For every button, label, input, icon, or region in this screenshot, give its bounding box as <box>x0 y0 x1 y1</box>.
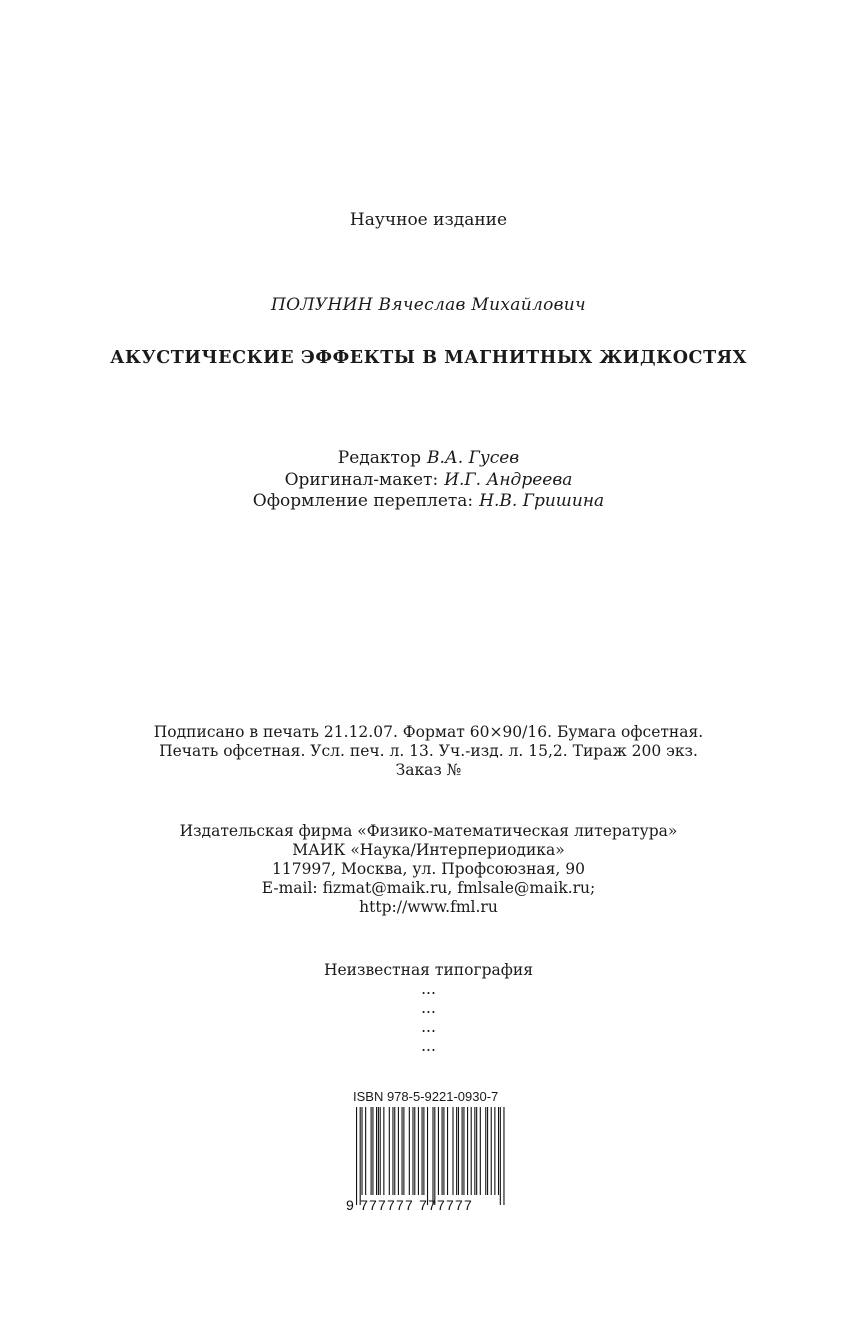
publisher-line: 117997, Москва, ул. Профсоюзная, 90 <box>271 860 586 878</box>
credit-cover <box>0 491 857 511</box>
publisher-line: Издательская фирма «Физико-математическая литература» <box>179 822 678 840</box>
barcode-bar <box>392 1107 393 1195</box>
barcode-bar <box>463 1107 464 1195</box>
book-title: АКУСТИЧЕСКИЕ ЭФФЕКТЫ В МАГНИТНЫХ ЖИДКОСТЯХ <box>110 348 747 368</box>
barcode-bar <box>452 1107 453 1195</box>
author-name: ПОЛУНИН Вячеслав Михайлович <box>271 295 586 315</box>
credit-role: Редактор <box>337 448 422 468</box>
isbn-barcode <box>344 1107 506 1213</box>
barcode-bar <box>361 1107 362 1195</box>
barcode-bar <box>402 1107 403 1195</box>
barcode-bar <box>456 1107 457 1195</box>
printing-house-line: Неизвестная типография <box>323 961 533 979</box>
barcode-bar <box>409 1107 410 1195</box>
barcode-bar <box>474 1107 475 1195</box>
barcode-bar <box>376 1107 377 1195</box>
barcode-bar <box>403 1107 404 1195</box>
barcode-bar <box>471 1107 472 1195</box>
series-label: Научное издание <box>349 210 508 230</box>
credit-name: Н.В. Гришина <box>479 491 605 511</box>
barcode-bar <box>398 1107 399 1195</box>
barcode-bar <box>422 1107 423 1195</box>
printing-house-line: ... <box>421 1018 436 1036</box>
publisher-line: http://www.fml.ru <box>359 898 498 916</box>
barcode-bar <box>380 1107 381 1195</box>
barcode-bar <box>372 1107 373 1195</box>
barcode-bar <box>418 1107 419 1195</box>
barcode-bar <box>480 1107 481 1195</box>
barcode-bar <box>383 1107 384 1195</box>
barcode-bar <box>476 1107 477 1195</box>
barcode-bar <box>356 1107 357 1205</box>
barcode-bar <box>462 1107 463 1195</box>
barcode-bar <box>365 1107 366 1195</box>
barcode-bar <box>434 1107 435 1205</box>
barcode-digits: 9 777777 777777 <box>346 1197 473 1213</box>
barcode-bar <box>389 1107 390 1195</box>
barcode-bar <box>442 1107 443 1195</box>
barcode-bars <box>356 1107 505 1205</box>
barcode-bar <box>438 1107 439 1195</box>
barcode-bar <box>427 1107 428 1205</box>
printing-house-line: ... <box>421 999 436 1017</box>
credit-role: Оформление переплета: <box>252 491 474 511</box>
barcode-bar <box>467 1107 468 1195</box>
print-info-line: Подписано в печать 21.12.07. Формат 60×90/16. Бумага офсетная. <box>153 723 704 741</box>
printing-house-line: ... <box>421 980 436 998</box>
barcode-bar <box>371 1107 372 1195</box>
barcode-bar <box>500 1107 501 1205</box>
barcode-bar <box>432 1107 433 1205</box>
barcode-bar <box>491 1107 492 1195</box>
barcode-bar <box>360 1107 361 1205</box>
barcode-bar <box>414 1107 415 1195</box>
barcode-bar <box>487 1107 488 1195</box>
barcode-bar <box>423 1107 424 1195</box>
barcode-bar <box>412 1107 413 1195</box>
barcode-bar <box>498 1107 499 1195</box>
barcode-bar <box>447 1107 448 1195</box>
publisher-line: МАИК «Наука/Интерпериодика» <box>292 841 565 859</box>
barcode-bar <box>503 1107 504 1205</box>
barcode-bar <box>494 1107 495 1195</box>
barcode-bar <box>394 1107 395 1195</box>
isbn-label: ISBN 978-5-9221-0930-7 <box>353 1089 499 1104</box>
credit-name: В.А. Гусев <box>427 448 520 468</box>
barcode-bar <box>378 1107 379 1195</box>
barcode-bar <box>458 1107 459 1195</box>
credit-role: Оригинал-макет: <box>284 470 439 490</box>
barcode-bar <box>485 1107 486 1195</box>
print-info-line: Заказ № <box>395 761 462 779</box>
publisher-line: E-mail: fizmat@maik.ru, fmlsale@maik.ru; <box>261 879 596 897</box>
print-info-line: Печать офсетная. Усл. печ. л. 13. Уч.-изд. л. 15,2. Тираж 200 экз. <box>159 742 698 760</box>
barcode-bar <box>443 1107 444 1195</box>
credit-name: И.Г. Андреева <box>444 470 573 490</box>
printing-house-line: ... <box>421 1037 436 1055</box>
credit-editor <box>0 448 857 468</box>
credit-layout <box>0 470 857 490</box>
